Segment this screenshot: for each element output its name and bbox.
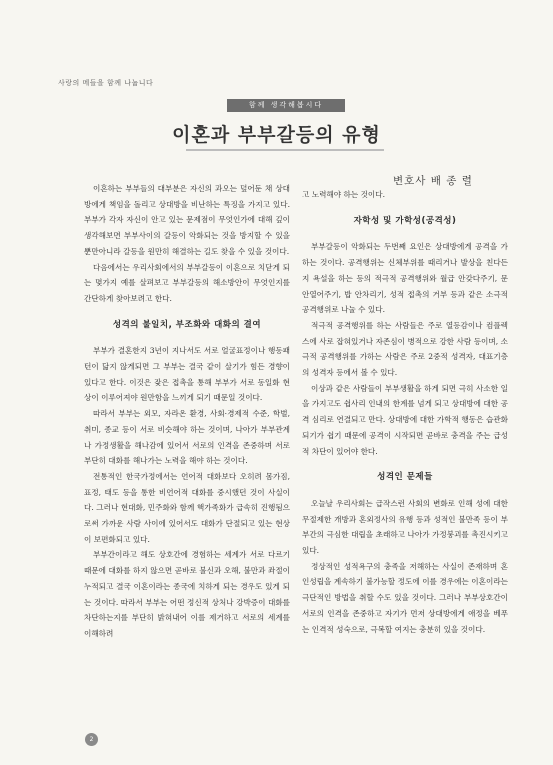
paragraph: 고 노력해야 하는 것이다. bbox=[302, 190, 386, 199]
right-column bbox=[302, 187, 508, 637]
paragraph: 따라서 부부는 외모, 자라온 환경, 사회·경제적 수준, 학벌, 취미, 종교 등이 서로 비슷해야 하는 것이며, 나아가 부부관계나 가정생활을 해나감에 있어서 서로의 인격을 존중하며 서로 부단히 대화를 해나가는 노력을 해야 하는 것이다. bbox=[84, 409, 290, 466]
article-title: 이혼과 부부갈등의 유형 bbox=[172, 124, 381, 146]
paragraph: 이혼하는 부부들의 대부분은 자신의 과오는 덮어둔 채 상대방에게 책임을 돌리고 상대방을 비난하는 특징을 가지고 있다. 부부가 각자 자신이 안고 있는 문제점이 무엇인가에 대해 깊이 생각해보면 부부사이의 갈등이 악화되는 것을 방지할 수 있을 뿐만아니라 갈등을 원만히 해결하는 길도 찾을 수 있을 것이다. bbox=[84, 184, 290, 256]
paragraph: 오늘날 우리사회는 급작스런 사회의 변화로 인해 성에 대한 무절제한 개방과 혼외정사의 유행 등과 성적인 불만족 등이 부부간의 극심한 대립을 초래하고 나아가 가정붕괴를 촉진시키고 있다. bbox=[302, 498, 508, 556]
paragraph: 다음에서는 우리사회에서의 부부갈등이 이혼으로 치닫게 되는 몇가지 예를 살펴보고 부부갈등의 해소방안이 무엇인지를 간단하게 찾아보려고 한다. bbox=[84, 262, 290, 303]
paragraph: 전통적인 한국가정에서는 언어적 대화보다 오히려 몸가짐, 표정, 태도 등을 통한 비언어적 대화를 중시했던 것이 사실이다. 그러나 현대화, 민주화와 함께 핵가족화가 급속히 진행됨으로써 가까운 사람 사이에 있어서도 대화가 단절되고 있는 현상이 보편화되고 있다. bbox=[84, 471, 290, 544]
page-number: 2 bbox=[85, 733, 98, 746]
paragraph: 부부갈등이 악화되는 두번째 요인은 상대방에게 공격을 가하는 것이다. 공격행위는 신체부위를 때리거나 발상을 친다든지 욕설을 하는 등의 적극적 공격행위와 월급 안갖다주기, 문 안열어주기, 밥 안차리기, 성적 접촉의 거부 등과 같은 소극적 공격행위로 나눌 수 있다. bbox=[302, 242, 508, 315]
author-byline: 변호사 배 종 렬 bbox=[393, 175, 473, 187]
section-banner: 함께 생각해봅시다 bbox=[227, 99, 345, 112]
paragraph: 이상과 같은 사람들이 부부생활을 하게 되면 극히 사소한 일을 가지고도 쉽사리 인내의 한계를 넘게 되고 상대방에 대한 공격 심리로 연결되고 만다. 상대방에 대한 가학적 행동은 습관화되기가 쉽기 때문에 공격이 시작되면 곧바로 충격을 주는 급성적 차단이 있어야 한다. bbox=[302, 383, 508, 456]
left-column bbox=[84, 181, 290, 642]
section-heading: 성격의 불일치, 부조화와 대화의 결여 bbox=[112, 319, 262, 330]
paragraph: 정상적인 성적욕구의 충족을 저해하는 사실이 존재하며 혼인성립을 계속하기 불가능할 정도에 이를 경우에는 이혼이라는 극단적인 방법을 취할 수도 있을 것이다. 그러나 부부상호간이 서로의 인격을 존중하고 자기가 먼저 상대방에게 애정을 베푸는 인격적 성숙으로, 극복할 여지는 충분히 있을 것이다. bbox=[302, 561, 508, 634]
paragraph: 적극적 공격행위를 하는 사람들은 주로 열등감이나 컴플렉스에 사로 잡혀있거나 자존심이 병적으로 강한 사람 등이며, 소극적 공격행위를 가하는 사람은 주로 2중적 성격자, 대표기층의 성격자 등에서 볼 수 있다. bbox=[302, 320, 508, 378]
paragraph: 부부가 결혼한지 3년이 지나서도 서로 얼굴표정이나 행동패턴이 닮지 않게되면 그 부부는 결국 같이 살기가 힘든 경향이 있다고 한다. 이것은 잦은 접촉을 통해 부부가 서로 동일화 현상이 이루어져야 원만함을 느끼게 되기 때문일 것이다. bbox=[84, 346, 290, 403]
title-underline bbox=[186, 149, 384, 151]
section-heading: 성격인 문제들 bbox=[377, 472, 433, 483]
section-heading: 자학성 및 가학성(공격성) bbox=[353, 215, 457, 226]
paragraph: 부부간이라고 해도 상호간에 경험하는 세계가 서로 다르기 때문에 대화를 하지 않으면 곧바로 불신과 오해, 불만과 좌절이 누적되고 결국 이혼이라는 종국에 치하게 되는 경우도 있게 되는 것이다. 따라서 부부는 어떤 정신적 상처나 강박증이 대화를 차단하는지를 부단히 밝혀내어 이를 제거하고 서로의 세계를 이해하려 bbox=[84, 550, 290, 638]
running-head: 사랑의 메들을 함께 나눕니다 bbox=[58, 79, 154, 87]
